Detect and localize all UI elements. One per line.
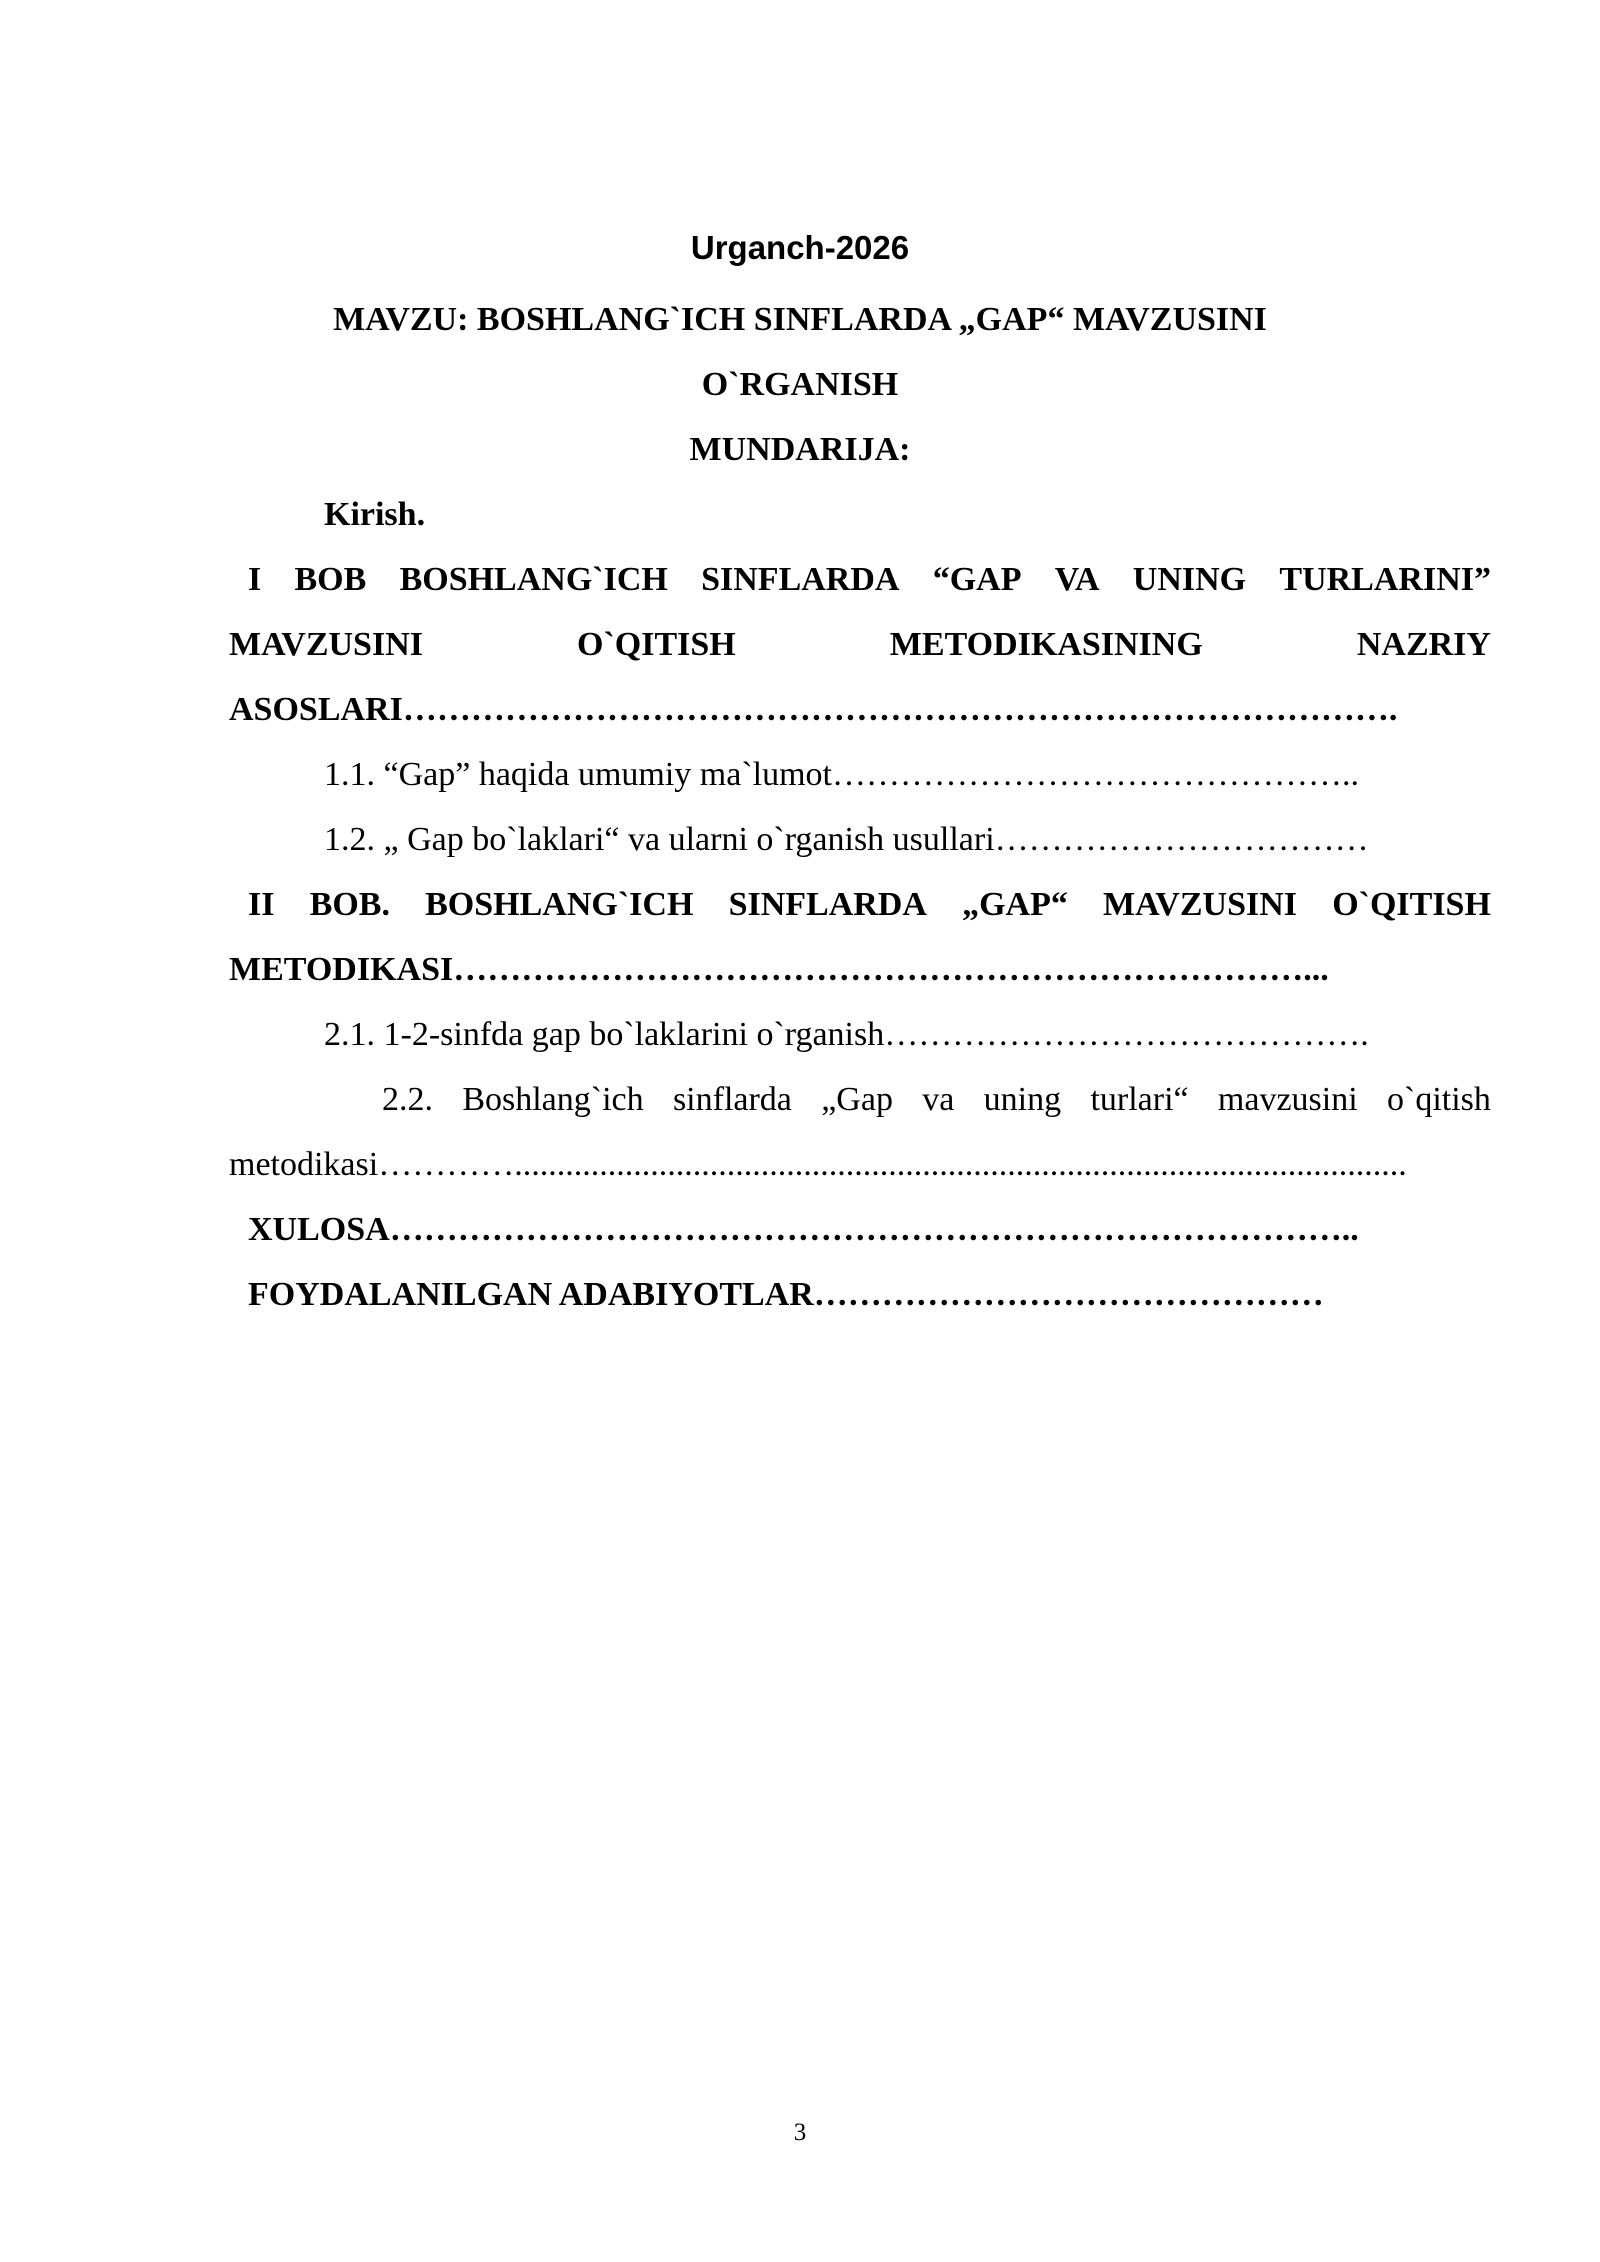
toc-word: „Gap [821, 1081, 893, 1118]
toc-chapter-1-line-1 [248, 560, 1491, 600]
toc-word: „GAP“ [962, 886, 1068, 923]
topic-title-line-2: O`RGANISH [701, 366, 899, 403]
page-number: 3 [793, 2119, 807, 2146]
toc-word: O`QITISH [577, 626, 736, 663]
toc-word: I [248, 561, 262, 598]
toc-section-2-2-line-2: metodikasi…………......................................................................................................... [229, 1146, 1407, 1183]
toc-word: va [922, 1081, 955, 1118]
toc-section-2-2-line-1 [382, 1080, 1491, 1120]
topic-title-line-1: MAVZU: BOSHLANG`ICH SINFLARDA „GAP“ MAVZUSINI [333, 301, 1267, 338]
toc-word: II [248, 886, 275, 923]
toc-word: SINFLARDA [728, 886, 927, 923]
toc-word: BOB. [309, 886, 390, 923]
toc-word: UNING [1132, 561, 1247, 598]
toc-word: BOSHLANG`ICH [399, 561, 668, 598]
toc-section-2-1: 2.1. 1-2-sinfda gap bo`laklarini o`rganish……………………………………. [324, 1016, 1369, 1053]
toc-word: SINFLARDA [701, 561, 900, 598]
toc-chapter-2-line-1 [248, 885, 1491, 925]
toc-word: 2.2. [382, 1081, 433, 1118]
toc-word: turlari“ [1090, 1081, 1189, 1118]
toc-word: O`QITISH [1332, 886, 1491, 923]
toc-word: TURLARINI” [1279, 561, 1491, 598]
toc-conclusion: XULOSA………………………………………………………………………….. [248, 1211, 1359, 1248]
toc-word: MAVZUSINI [229, 626, 423, 663]
toc-word: Boshlang`ich [462, 1081, 644, 1118]
toc-word: sinflarda [672, 1081, 792, 1118]
city-year-heading: Urganch-2026 [690, 229, 910, 266]
toc-references: FOYDALANILGAN ADABIYOTLAR……………………………………… [248, 1276, 1324, 1313]
toc-word: BOSHLANG`ICH [425, 886, 694, 923]
toc-section-1-1: 1.1. “Gap” haqida umumiy ma`lumot……………………………………….. [324, 756, 1359, 793]
toc-chapter-1-line-3: ASOSLARI……………………………………………………………………………. [229, 691, 1398, 728]
toc-word: o`qitish [1387, 1081, 1491, 1118]
toc-word: uning [983, 1081, 1062, 1118]
toc-word: mavzusini [1217, 1081, 1358, 1118]
toc-chapter-2-line-2: METODIKASI…………………………………………………………………... [229, 951, 1329, 988]
toc-word: NAZRIY [1356, 626, 1491, 663]
toc-word: MAVZUSINI [1103, 886, 1298, 923]
toc-word: VA [1054, 561, 1100, 598]
toc-section-1-2: 1.2. „ Gap bo`laklari“ va ularni o`rganish usullari…………………………… [324, 821, 1369, 858]
toc-word: METODIKASINING [889, 626, 1203, 663]
toc-intro: Kirish. [324, 496, 426, 533]
toc-word: “GAP [932, 561, 1022, 598]
contents-title: MUNDARIJA: [689, 431, 911, 468]
toc-chapter-1-line-2 [229, 625, 1491, 665]
toc-word: BOB [294, 561, 367, 598]
